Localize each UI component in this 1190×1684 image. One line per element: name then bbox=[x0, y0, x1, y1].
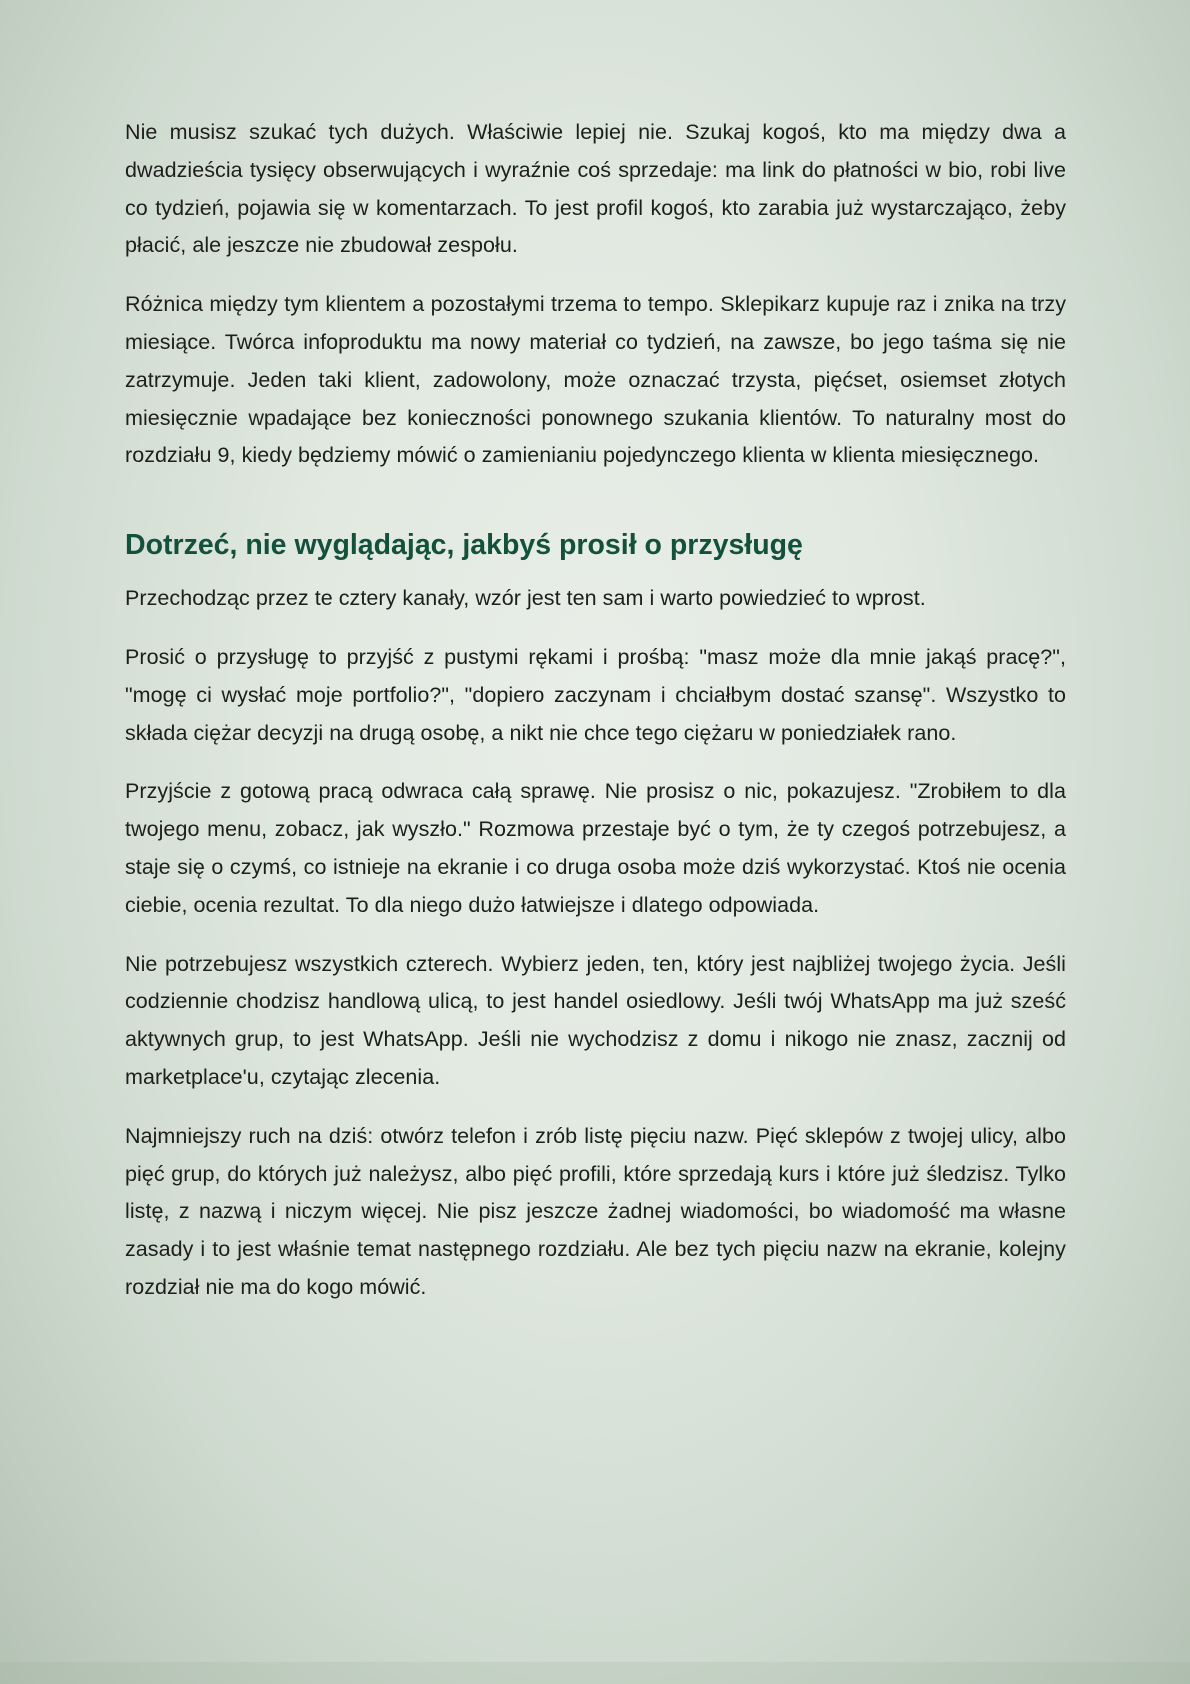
body-paragraph: Różnica między tym klientem a pozostałymi trzema to tempo. Sklepikarz kupuje raz i znika na trzy miesiące. Twórca infoproduktu ma nowy materiał co tydzień, na zawsze, bo jego taśma się nie zatrzymuje. Jeden taki klient, zadowolony, może oznaczać trzysta, pięćset, osiemset złotych miesięcznie wpadające bez konieczności ponownego szukania klientów. To naturalny most do rozdziału 9, kiedy będziemy mówić o zamienianiu pojedynczego klienta w klienta miesięcznego. bbox=[125, 292, 1066, 468]
page-bottom-edge bbox=[0, 1662, 1190, 1684]
body-paragraph: Najmniejszy ruch na dziś: otwórz telefon i zrób listę pięciu nazw. Pięć sklepów z twojej ulicy, albo pięć grup, do których już należysz, albo pięć profili, które sprzedają kurs i które już śledzisz. Tylko listę, z nazwą i niczym więcej. Nie pisz jeszcze żadnej wiadomości, bo wiadomość ma własne zasady i to jest właśnie temat następnego rozdziału. Ale bez tych pięciu nazw na ekranie, kolejny rozdział nie ma do kogo mówić. bbox=[125, 1123, 1066, 1299]
document-page bbox=[125, 114, 1066, 1328]
body-paragraph: Przyjście z gotową pracą odwraca całą sprawę. Nie prosisz o nic, pokazujesz. "Zrobiłem to dla twojego menu, zobacz, jak wyszło." Rozmowa przestaje być o tym, że ty czegoś potrzebujesz, a staje się o czymś, co istnieje na ekranie i co druga osoba może dziś wykorzystać. Ktoś nie ocenia ciebie, ocenia rezultat. To dla niego dużo łatwiejsze i dlatego odpowiada. bbox=[125, 779, 1066, 917]
body-paragraph: Nie musisz szukać tych dużych. Właściwie lepiej nie. Szukaj kogoś, kto ma między dwa a dwadzieścia tysięcy obserwujących i wyraźnie coś sprzedaje: ma link do płatności w bio, robi live co tydzień, pojawia się w komentarzach. To jest profil kogoś, kto zarabia już wystarczająco, żeby płacić, ale jeszcze nie zbudował zespołu. bbox=[125, 120, 1066, 258]
section-heading: Dotrzeć, nie wyglądając, jakbyś prosił o przysługę bbox=[125, 529, 803, 562]
body-paragraph: Nie potrzebujesz wszystkich czterech. Wybierz jeden, ten, który jest najbliżej twojego życia. Jeśli codziennie chodzisz handlową ulicą, to jest handel osiedlowy. Jeśli twój WhatsApp ma już sześć aktywnych grup, to jest WhatsApp. Jeśli nie wychodzisz z domu i nikogo nie znasz, zacznij od marketplace'u, czytając zlecenia. bbox=[125, 951, 1066, 1089]
body-paragraph: Przechodząc przez te cztery kanały, wzór jest ten sam i warto powiedzieć to wprost. bbox=[125, 586, 926, 611]
body-paragraph: Prosić o przysługę to przyjść z pustymi rękami i prośbą: "masz może dla mnie jakąś pracę?", "mogę ci wysłać moje portfolio?", "dopiero zaczynam i chciałbym dostać szansę". Wszystko to składa ciężar decyzji na drugą osobę, a nikt nie chce tego ciężaru w poniedziałek rano. bbox=[125, 644, 1066, 745]
